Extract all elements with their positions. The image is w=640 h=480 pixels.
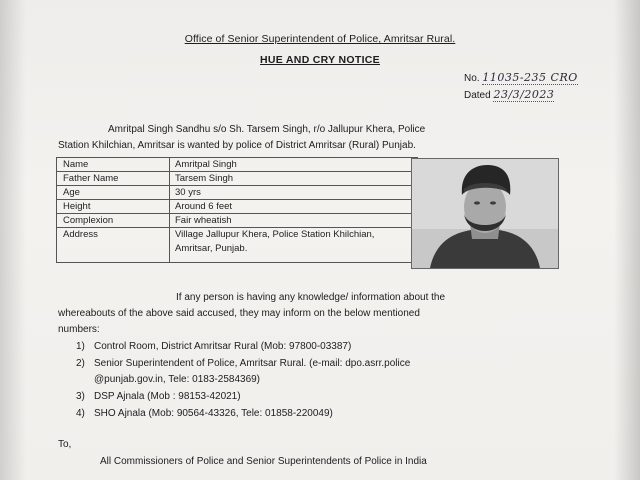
detail-label-age: Age (57, 186, 170, 200)
contact-item-ssp-continued: @punjab.gov.in, Tele: 0183-2584369) (94, 374, 261, 385)
contact-text: DSP Ajnala (Mob : 98153-42021) (94, 391, 241, 402)
scan-edge-shadow-right (614, 0, 640, 480)
contact-text: SHO Ajnala (Mob: 90564-43326, Tele: 01858-220049) (94, 408, 333, 419)
reference-number (464, 71, 578, 85)
table-row (57, 228, 418, 263)
office-heading: Office of Senior Superintendent of Police, Amritsar Rural. (184, 33, 456, 45)
addressee-recipients: All Commissioners of Police and Senior Superintendents of Police in India (100, 456, 427, 467)
contact-number-marker: 3) (76, 391, 85, 402)
accused-photo (411, 158, 559, 269)
detail-value-age: 30 yrs (170, 186, 418, 200)
table-row (57, 214, 418, 228)
contact-item-ssp (76, 355, 410, 372)
appeal-line-1: If any person is having any knowledge/ information about the (176, 292, 446, 303)
notice-title: HUE AND CRY NOTICE (260, 54, 380, 66)
scan-edge-shadow-left (0, 0, 26, 480)
contact-item-sho-ajnala (76, 405, 333, 422)
contact-item-control-room (76, 338, 351, 355)
accused-photo-image (412, 159, 558, 268)
reference-date-value: 23/3/2023 (493, 88, 555, 101)
contact-number-marker: 1) (76, 341, 85, 352)
table-row (57, 172, 418, 186)
contact-text: Senior Superintendent of Police, Amritsar Rural. (e-mail: dpo.asrr.police (94, 358, 411, 369)
contact-number-marker: 4) (76, 408, 85, 419)
reference-date-label: Dated (464, 90, 491, 101)
detail-value-address: Village Jallupur Khera, Police Station Khilchian, Amritsar, Punjab. (175, 229, 375, 254)
detail-value-father-name: Tarsem Singh (170, 172, 418, 186)
contact-text: Control Room, District Amritsar Rural (Mob: 97800-03387) (94, 341, 352, 352)
reference-date (464, 88, 554, 102)
accused-details-table (56, 157, 418, 263)
detail-label-address: Address (57, 228, 170, 263)
detail-label-father-name: Father Name (57, 172, 170, 186)
detail-label-complexion: Complexion (57, 214, 170, 228)
detail-value-height: Around 6 feet (170, 200, 418, 214)
reference-number-value: 11035-235 CRO (482, 71, 578, 84)
appeal-line-2: whereabouts of the above said accused, they may inform on the below mentioned (58, 308, 420, 319)
detail-value-address-cell (170, 228, 418, 263)
detail-value-complexion: Fair wheatish (170, 214, 418, 228)
addressee-to: To, (58, 439, 72, 450)
table-row (57, 186, 418, 200)
detail-label-height: Height (57, 200, 170, 214)
table-row (57, 158, 418, 172)
appeal-line-3: numbers: (58, 324, 100, 335)
reference-number-label: No. (464, 73, 480, 84)
detail-value-name: Amritpal Singh (170, 158, 418, 172)
intro-line-1: Amritpal Singh Sandhu s/o Sh. Tarsem Singh, r/o Jallupur Khera, Police (108, 124, 426, 135)
table-row (57, 200, 418, 214)
detail-label-name: Name (57, 158, 170, 172)
intro-line-2: Station Khilchian, Amritsar is wanted by police of District Amritsar (Rural) Punjab. (58, 140, 416, 151)
contact-number-marker: 2) (76, 358, 85, 369)
contact-item-dsp-ajnala (76, 388, 241, 405)
